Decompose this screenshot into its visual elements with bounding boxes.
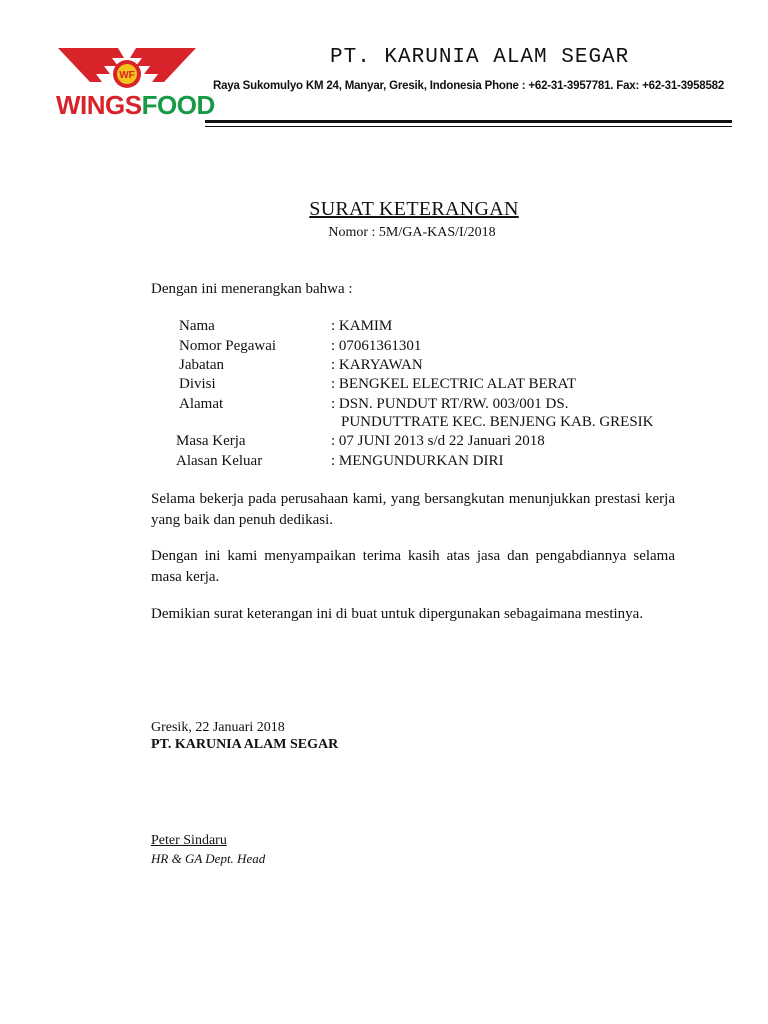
field-value-masa-kerja: : 07 JUNI 2013 s/d 22 Januari 2018 bbox=[331, 433, 545, 449]
field-value-alamat-line2: PUNDUTTRATE KEC. BENJENG KAB. GRESIK bbox=[341, 414, 654, 430]
signature-place-date: Gresik, 22 Januari 2018 bbox=[151, 720, 285, 735]
signature-company: PT. KARUNIA ALAM SEGAR bbox=[151, 737, 339, 752]
field-value-jabatan: : KARYAWAN bbox=[331, 357, 423, 373]
signature-title: HR & GA Dept. Head bbox=[151, 851, 266, 866]
letter-title: SURAT KETERANGAN bbox=[309, 198, 519, 220]
emblem-text: WF bbox=[119, 70, 135, 81]
field-label-divisi: Divisi bbox=[179, 376, 216, 392]
intro-text: Dengan ini menerangkan bahwa : bbox=[151, 281, 353, 297]
signature-name: Peter Sindaru bbox=[151, 833, 227, 848]
company-address: Raya Sukomulyo KM 24, Manyar, Gresik, Indonesia Phone : +62-31-3957781. Fax: +62-31-3958582 bbox=[213, 80, 725, 92]
logo-wordmark: WINGSFOOD bbox=[56, 90, 215, 120]
field-label-masa-kerja: Masa Kerja bbox=[176, 433, 246, 449]
field-label-jabatan: Jabatan bbox=[179, 357, 224, 373]
company-name: PT. KARUNIA ALAM SEGAR bbox=[330, 46, 630, 69]
field-value-nama: : KAMIM bbox=[331, 318, 393, 334]
field-value-nomor-pegawai: : 07061361301 bbox=[331, 338, 422, 354]
field-label-nomor-pegawai: Nomor Pegawai bbox=[179, 338, 277, 354]
field-label-nama: Nama bbox=[179, 318, 215, 334]
paragraph-3: Demikian surat keterangan ini di buat untuk dipergunakan sebagaimana mestinya. bbox=[151, 606, 644, 622]
field-value-alasan-keluar: : MENGUNDURKAN DIRI bbox=[331, 453, 504, 469]
paragraph-2: Dengan ini kami menyampaikan terima kasih atas jasa dan pengabdiannya selama masa kerja. bbox=[151, 548, 675, 585]
field-value-alamat: : DSN. PUNDUT RT/RW. 003/001 DS. bbox=[331, 396, 569, 412]
header-rule-thick bbox=[205, 120, 732, 123]
field-value-divisi: : BENGKEL ELECTRIC ALAT BERAT bbox=[331, 376, 576, 392]
paragraph-1: Selama bekerja pada perusahaan kami, yang bersangkutan menunjukkan prestasi kerja yang baik dan penuh dedikasi. bbox=[151, 491, 675, 528]
field-label-alasan-keluar: Alasan Keluar bbox=[176, 453, 263, 469]
header-rule-thin bbox=[205, 126, 732, 127]
letter-number: Nomor : 5M/GA-KAS/I/2018 bbox=[328, 225, 496, 240]
field-label-alamat: Alamat bbox=[179, 396, 224, 412]
